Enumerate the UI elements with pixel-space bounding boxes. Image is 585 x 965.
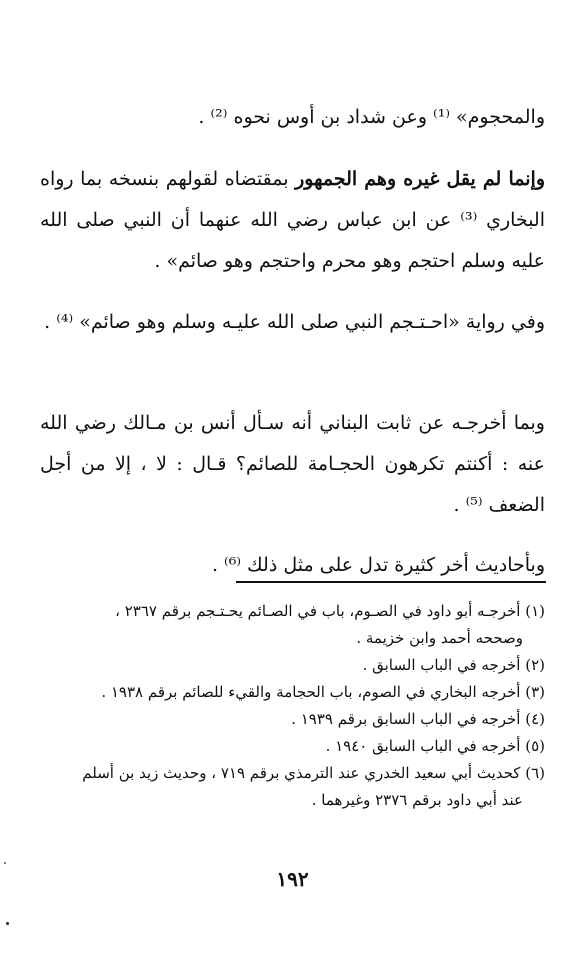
footnotes (40, 598, 545, 814)
paragraph-1: والمحجوم» ⁽¹⁾ وعن شداد بن أوس نحوه ⁽²⁾ . (198, 106, 545, 128)
paragraph-3: وفي رواية «احـتـجم النبي صلى الله عليـه وسلم وهو صائم» ⁽⁴⁾ . (44, 311, 545, 333)
scan-speck (4, 862, 6, 864)
footnote-6-continuation: عند أبي داود برقم ٢٣٧٦ وغيرهما . (311, 791, 523, 809)
footnote-1-continuation: وصححه أحمد وابن خزيمة . (356, 629, 523, 647)
paragraph-2-bold-phrase: وإنما لم يقل غيره وهم الجمهور (295, 168, 545, 190)
footnote-2: (٢) أخرجه في الباب السابق . (362, 656, 545, 674)
footnote-1: (١) أخرجـه أبو داود في الصـوم، باب في الصـائم يحـتـجم برقم ٢٣٦٧ ، (115, 602, 545, 620)
footnote-6: (٦) كحديث أبي سعيد الخدري عند الترمذي برقم ٧١٩ ، وحديث زيد بن أسلم (82, 764, 545, 782)
footnote-3: (٣) أخرجه البخاري في الصوم، باب الحجامة والقيء للصائم برقم ١٩٣٨ . (101, 683, 545, 701)
footnote-4: (٤) أخرجه في الباب السابق برقم ١٩٣٩ . (291, 710, 545, 728)
page-number: ١٩٢ (276, 867, 309, 891)
paragraph-5: وبأحاديث أخر كثيرة تدل على مثل ذلك ⁽⁶⁾ . (211, 554, 545, 576)
footnote-separator (236, 581, 546, 583)
scan-speck (6, 922, 9, 925)
paragraph-4: وبما أخرجـه عن ثابت البناني أنه سـأل أنس بن مـالك رضي الله عنه : أكنتم تكرهون الحجـامة للصائم؟ قـال : لا ، إلا من أجل الضعف ⁽⁵⁾ . (40, 412, 545, 516)
paragraph-2-text: بمقتضاه لقولهم بنسخه بما رواه البخاري ⁽³⁾ عن ابن عباس رضي الله عنهما أن النبي صلى الله عليه وسلم احتجم وهو محرم واحتجم وهو صائم» . (40, 168, 545, 272)
paragraph-2 (40, 159, 545, 282)
footnote-5: (٥) أخرجه في الباب السابق ١٩٤٠ . (325, 737, 545, 755)
